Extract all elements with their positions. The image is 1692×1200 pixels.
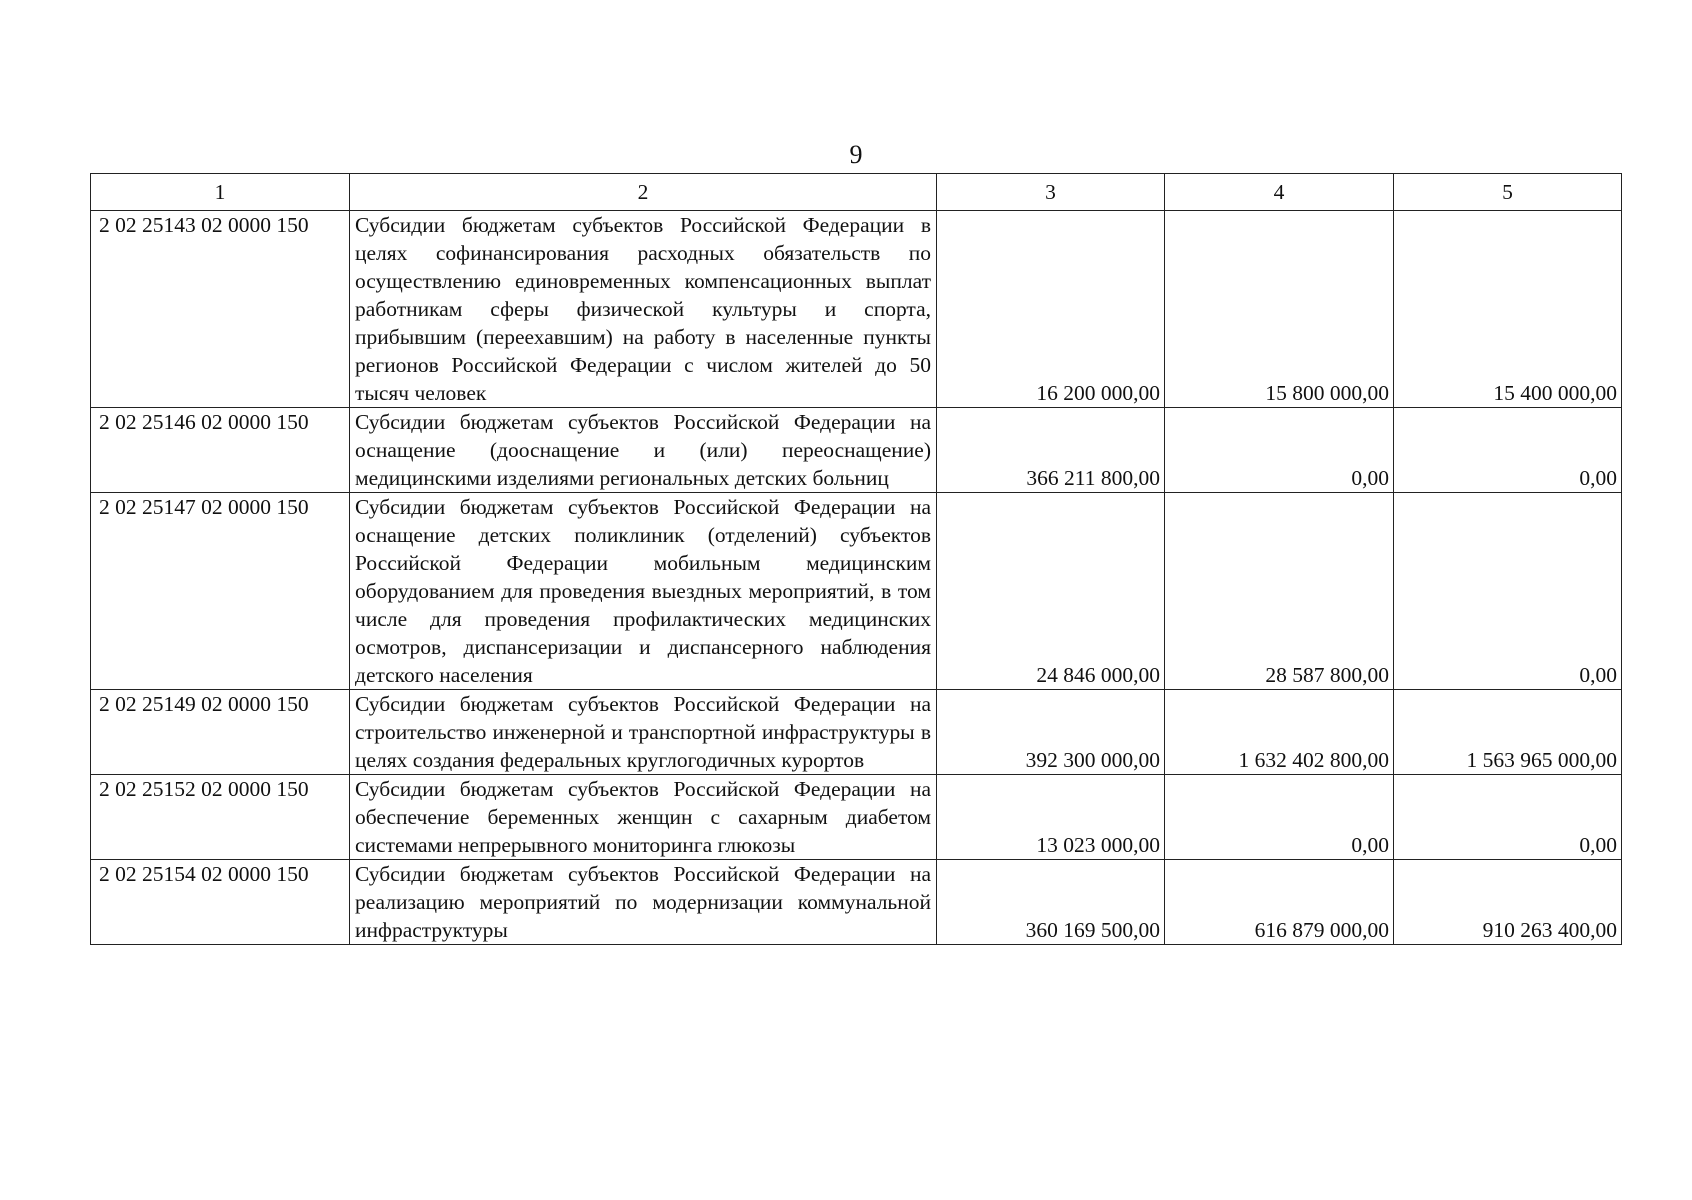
- row-description: Субсидии бюджетам субъектов Российской Федерации в целях софинансирования расходных обязательств по осуществлению единовременных компенсационных выплат работникам сферы физической культуры и спорта, прибывшим (переехавшим) на работу в населенные пункты регионов Российской Федерации с числом жителей до 50 тысяч человек: [350, 211, 937, 408]
- column-header-4: 4: [1165, 174, 1394, 211]
- amount-col4: 28 587 800,00: [1165, 493, 1394, 690]
- table-row: [91, 775, 1622, 860]
- amount-col4: 0,00: [1165, 775, 1394, 860]
- budget-code: 2 02 25149 02 0000 150: [91, 690, 350, 775]
- budget-code: 2 02 25143 02 0000 150: [91, 211, 350, 408]
- table-row: [91, 690, 1622, 775]
- amount-col3: 24 846 000,00: [937, 493, 1165, 690]
- table-row: [91, 408, 1622, 493]
- budget-code: 2 02 25154 02 0000 150: [91, 860, 350, 945]
- column-header-1: 1: [91, 174, 350, 211]
- amount-col5: 910 263 400,00: [1394, 860, 1622, 945]
- page-number: 9: [849, 140, 863, 169]
- row-description: Субсидии бюджетам субъектов Российской Федерации на реализацию мероприятий по модернизации коммунальной инфраструктуры: [350, 860, 937, 945]
- row-description: Субсидии бюджетам субъектов Российской Федерации на оснащение детских поликлиник (отделений) субъектов Российской Федерации мобильным медицинским оборудованием для проведения выездных мероприятий, в том числе для проведения профилактических медицинских осмотров, диспансеризации и диспансерного наблюдения детского населения: [350, 493, 937, 690]
- table-row: [91, 493, 1622, 690]
- amount-col4: 0,00: [1165, 408, 1394, 493]
- amount-col3: 360 169 500,00: [937, 860, 1165, 945]
- budget-table: [90, 173, 1622, 945]
- amount-col3: 366 211 800,00: [937, 408, 1165, 493]
- amount-col5: 0,00: [1394, 493, 1622, 690]
- amount-col3: 16 200 000,00: [937, 211, 1165, 408]
- table-header-row: [91, 174, 1622, 211]
- budget-code: 2 02 25146 02 0000 150: [91, 408, 350, 493]
- amount-col4: 616 879 000,00: [1165, 860, 1394, 945]
- row-description: Субсидии бюджетам субъектов Российской Федерации на обеспечение беременных женщин с сахарным диабетом системами непрерывного мониторинга глюкозы: [350, 775, 937, 860]
- amount-col5: 15 400 000,00: [1394, 211, 1622, 408]
- amount-col3: 392 300 000,00: [937, 690, 1165, 775]
- column-header-5: 5: [1394, 174, 1622, 211]
- row-description: Субсидии бюджетам субъектов Российской Федерации на оснащение (дооснащение и (или) переоснащение) медицинскими изделиями региональных детских больниц: [350, 408, 937, 493]
- amount-col4: 15 800 000,00: [1165, 211, 1394, 408]
- row-description: Субсидии бюджетам субъектов Российской Федерации на строительство инженерной и транспортной инфраструктуры в целях создания федеральных круглогодичных курортов: [350, 690, 937, 775]
- table-row: [91, 860, 1622, 945]
- amount-col5: 0,00: [1394, 408, 1622, 493]
- budget-code: 2 02 25152 02 0000 150: [91, 775, 350, 860]
- amount-col3: 13 023 000,00: [937, 775, 1165, 860]
- amount-col5: 0,00: [1394, 775, 1622, 860]
- column-header-2: 2: [350, 174, 937, 211]
- amount-col4: 1 632 402 800,00: [1165, 690, 1394, 775]
- budget-code: 2 02 25147 02 0000 150: [91, 493, 350, 690]
- column-header-3: 3: [937, 174, 1165, 211]
- amount-col5: 1 563 965 000,00: [1394, 690, 1622, 775]
- table-row: [91, 211, 1622, 408]
